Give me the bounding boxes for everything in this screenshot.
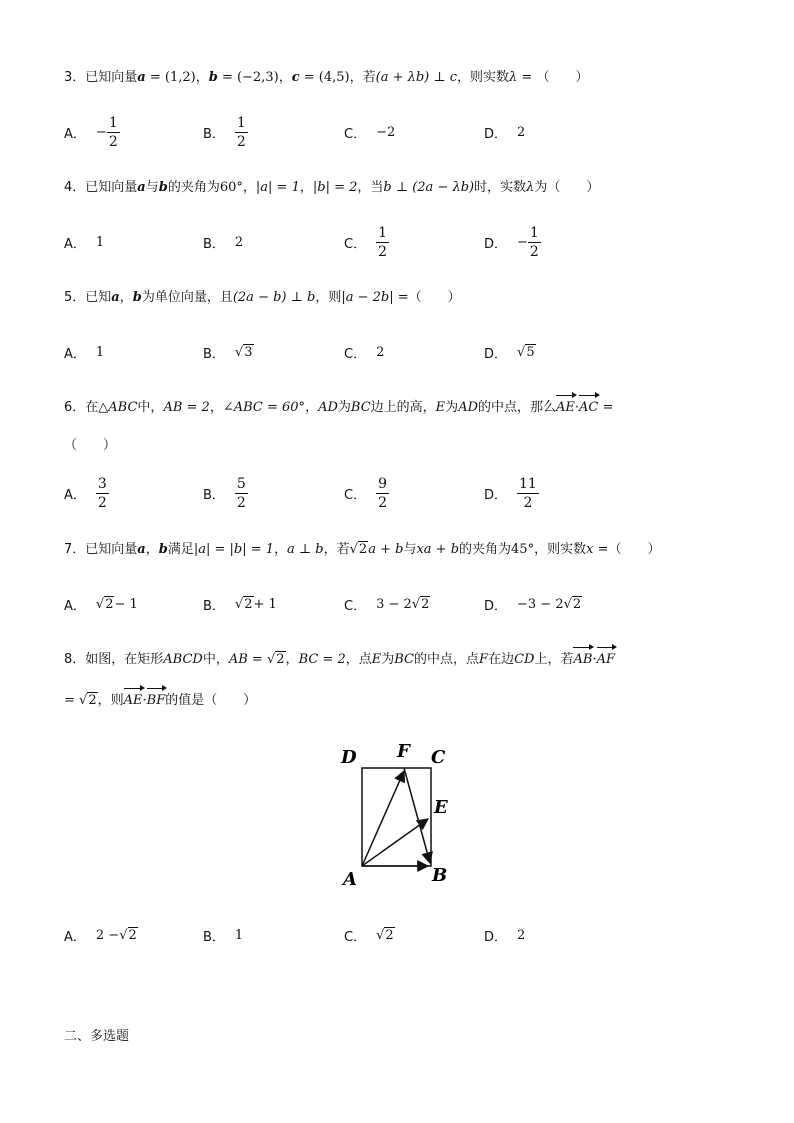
question-3-options <box>64 110 764 154</box>
square-root: √2 <box>411 596 430 612</box>
question-8-line2: = √2，则AE·BF的值是（ ） <box>64 691 256 711</box>
rectangle-abcd <box>362 768 431 866</box>
option-b[interactable]: B． 2 <box>203 234 244 252</box>
option-b[interactable]: B． 1 <box>203 927 244 945</box>
option-d[interactable]: D． √5 <box>484 344 535 362</box>
option-b[interactable]: B． $\frac{1}{2}$ <box>203 114 246 150</box>
label-e: E <box>434 797 448 818</box>
fraction: $\frac{1}{2}$ <box>108 114 118 150</box>
square-root: √2 <box>376 927 394 943</box>
square-root: √2 <box>234 596 253 612</box>
square-root: √2 <box>349 542 368 557</box>
square-root: √2 <box>95 596 114 612</box>
option-c[interactable]: C． 3 − 2 √2 <box>344 596 430 614</box>
option-c[interactable]: C． $\frac{1}{2}$ <box>344 224 387 260</box>
fraction: $\frac{1}{2}$ <box>529 224 539 260</box>
vector-fb <box>404 768 430 863</box>
option-d[interactable]: D． − $\frac{1}{2}$ <box>484 224 539 260</box>
question-8: 8．如图，在矩形ABCD中，AB = √2，BC = 2，点E为BC的中点，点F在边CD上，若AB·AF <box>64 650 615 670</box>
option-c[interactable]: C． 2 <box>344 344 385 362</box>
label-a: A <box>343 869 357 890</box>
fraction: $\frac{3}{2}$ <box>97 475 107 511</box>
fraction: $\frac{11}{2}$ <box>519 475 537 511</box>
question-6: 6．在△ABC中，AB = 2，∠ABC = 60°，AD为BC边上的高，E为AD的中点，那么AE·AC = <box>64 398 613 418</box>
option-c[interactable]: C． $\frac{9}{2}$ <box>344 475 387 511</box>
square-root: √2 <box>266 652 285 667</box>
question-5-options <box>64 330 764 374</box>
question-4-options <box>64 220 764 264</box>
option-a[interactable]: A． 1 <box>64 344 105 362</box>
square-root: √5 <box>517 344 535 360</box>
fraction: $\frac{5}{2}$ <box>236 475 246 511</box>
question-7: 7．已知向量a，b满足|a| = |b| = 1，a ⊥ b，若√2a + b与xa + b的夹角为45°，则实数x =（ ） <box>64 542 661 557</box>
label-d: D <box>341 747 357 768</box>
option-b[interactable]: B． √2 + 1 <box>203 596 277 614</box>
question-5: 5．已知a，b为单位向量，且(2a − b) ⊥ b，则|a − 2b| =（ ） <box>64 290 461 305</box>
option-a[interactable]: A． 2 − √2 <box>64 927 137 945</box>
label-c: C <box>431 747 446 768</box>
option-d[interactable]: D． $\frac{11}{2}$ <box>484 475 537 511</box>
question-8-options <box>64 913 764 957</box>
square-root: √2 <box>563 596 582 612</box>
option-a[interactable]: A． √2 − 1 <box>64 596 138 614</box>
question-6-paren: （ ） <box>64 438 117 453</box>
option-d[interactable]: D． −3 − 2 √2 <box>484 596 582 614</box>
fraction: $\frac{1}{2}$ <box>378 224 387 260</box>
square-root: √2 <box>79 693 97 708</box>
label-b: B <box>432 865 448 886</box>
option-c[interactable]: C． √2 <box>344 927 394 945</box>
option-b[interactable]: B． √3 <box>203 344 253 362</box>
fraction: $\frac{1}{2}$ <box>236 114 246 150</box>
label-f: F <box>397 741 410 762</box>
fraction: $\frac{9}{2}$ <box>378 475 387 511</box>
option-c[interactable]: C． −2 <box>344 124 396 142</box>
question-7-options <box>64 582 764 626</box>
option-a[interactable]: A． $\frac{3}{2}$ <box>64 475 107 511</box>
option-a[interactable]: A． − $\frac{1}{2}$ <box>64 114 118 150</box>
option-a[interactable]: A． 1 <box>64 234 105 252</box>
question-4: 4．已知向量a与b的夹角为60°，|a| = 1，|b| = 2，当b ⊥ (2a − λb)时，实数λ为（ ） <box>64 180 600 195</box>
option-d[interactable]: D． 2 <box>484 124 526 142</box>
rectangle-figure <box>330 735 460 895</box>
question-3: 3．已知向量a = (1,2)，b = (−2,3)，c = (4,5)，若(a + λb) ⊥ c，则实数λ = （ ） <box>64 70 589 85</box>
section-heading: 二、多选题 <box>64 1029 130 1044</box>
square-root: √3 <box>234 344 253 360</box>
square-root: √2 <box>119 927 137 943</box>
option-d[interactable]: D． 2 <box>484 927 526 945</box>
option-b[interactable]: B． $\frac{5}{2}$ <box>203 475 246 511</box>
question-6-options <box>64 471 764 515</box>
